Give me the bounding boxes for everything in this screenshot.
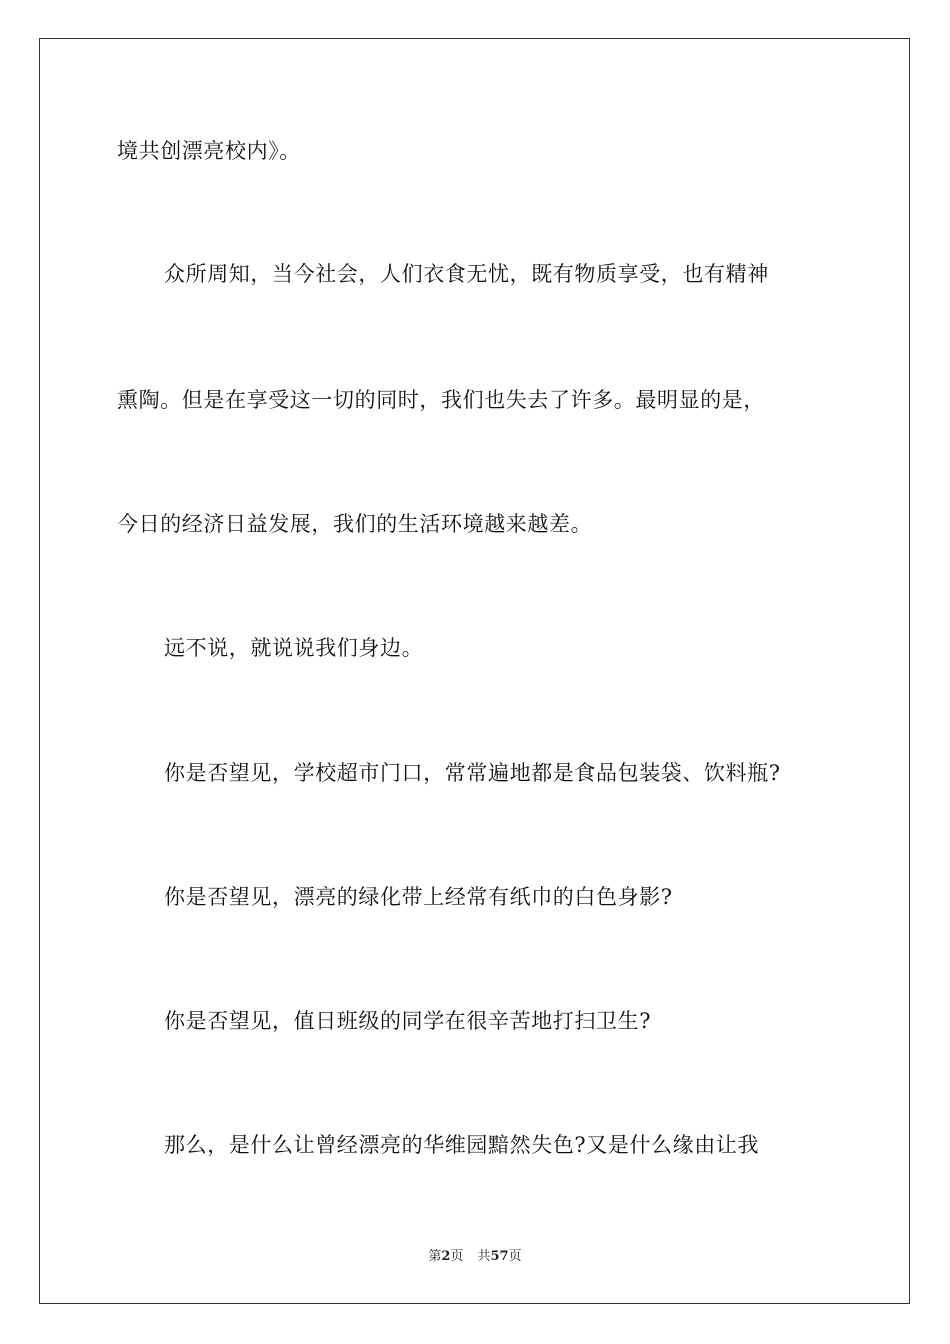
paragraph-line: 境共创漂亮校内》。 bbox=[117, 139, 301, 163]
paragraph-line: 今日的经济日益发展，我们的生活环境越来越差。 bbox=[117, 512, 593, 536]
paragraph-line: 众所周知，当今社会，人们衣食无忧，既有物质享受，也有精神 bbox=[164, 262, 769, 286]
page-border bbox=[39, 38, 910, 1304]
paragraph-line: 你是否望见，漂亮的绿化带上经常有纸巾的白色身影? bbox=[164, 885, 673, 909]
page-suffix: 页 bbox=[450, 1249, 464, 1264]
paragraph-line: 那么，是什么让曾经漂亮的华维园黯然失色?又是什么缘由让我 bbox=[164, 1133, 760, 1157]
paragraph-line: 你是否望见，值日班级的同学在很辛苦地打扫卫生? bbox=[164, 1009, 652, 1033]
page-number: 2 bbox=[441, 1249, 451, 1264]
paragraph-line: 熏陶。但是在享受这一切的同时，我们也失去了许多。最明显的是， bbox=[117, 388, 765, 412]
total-suffix: 页 bbox=[508, 1249, 522, 1264]
total-pages: 57 bbox=[490, 1249, 509, 1264]
page-footer bbox=[0, 1248, 950, 1266]
total-prefix: 共 bbox=[477, 1249, 491, 1264]
paragraph-line: 你是否望见，学校超市门口，常常遍地都是食品包装袋、饮料瓶? bbox=[164, 761, 781, 785]
paragraph-line: 远不说，就说说我们身边。 bbox=[164, 636, 424, 660]
page-prefix: 第 bbox=[428, 1249, 442, 1264]
